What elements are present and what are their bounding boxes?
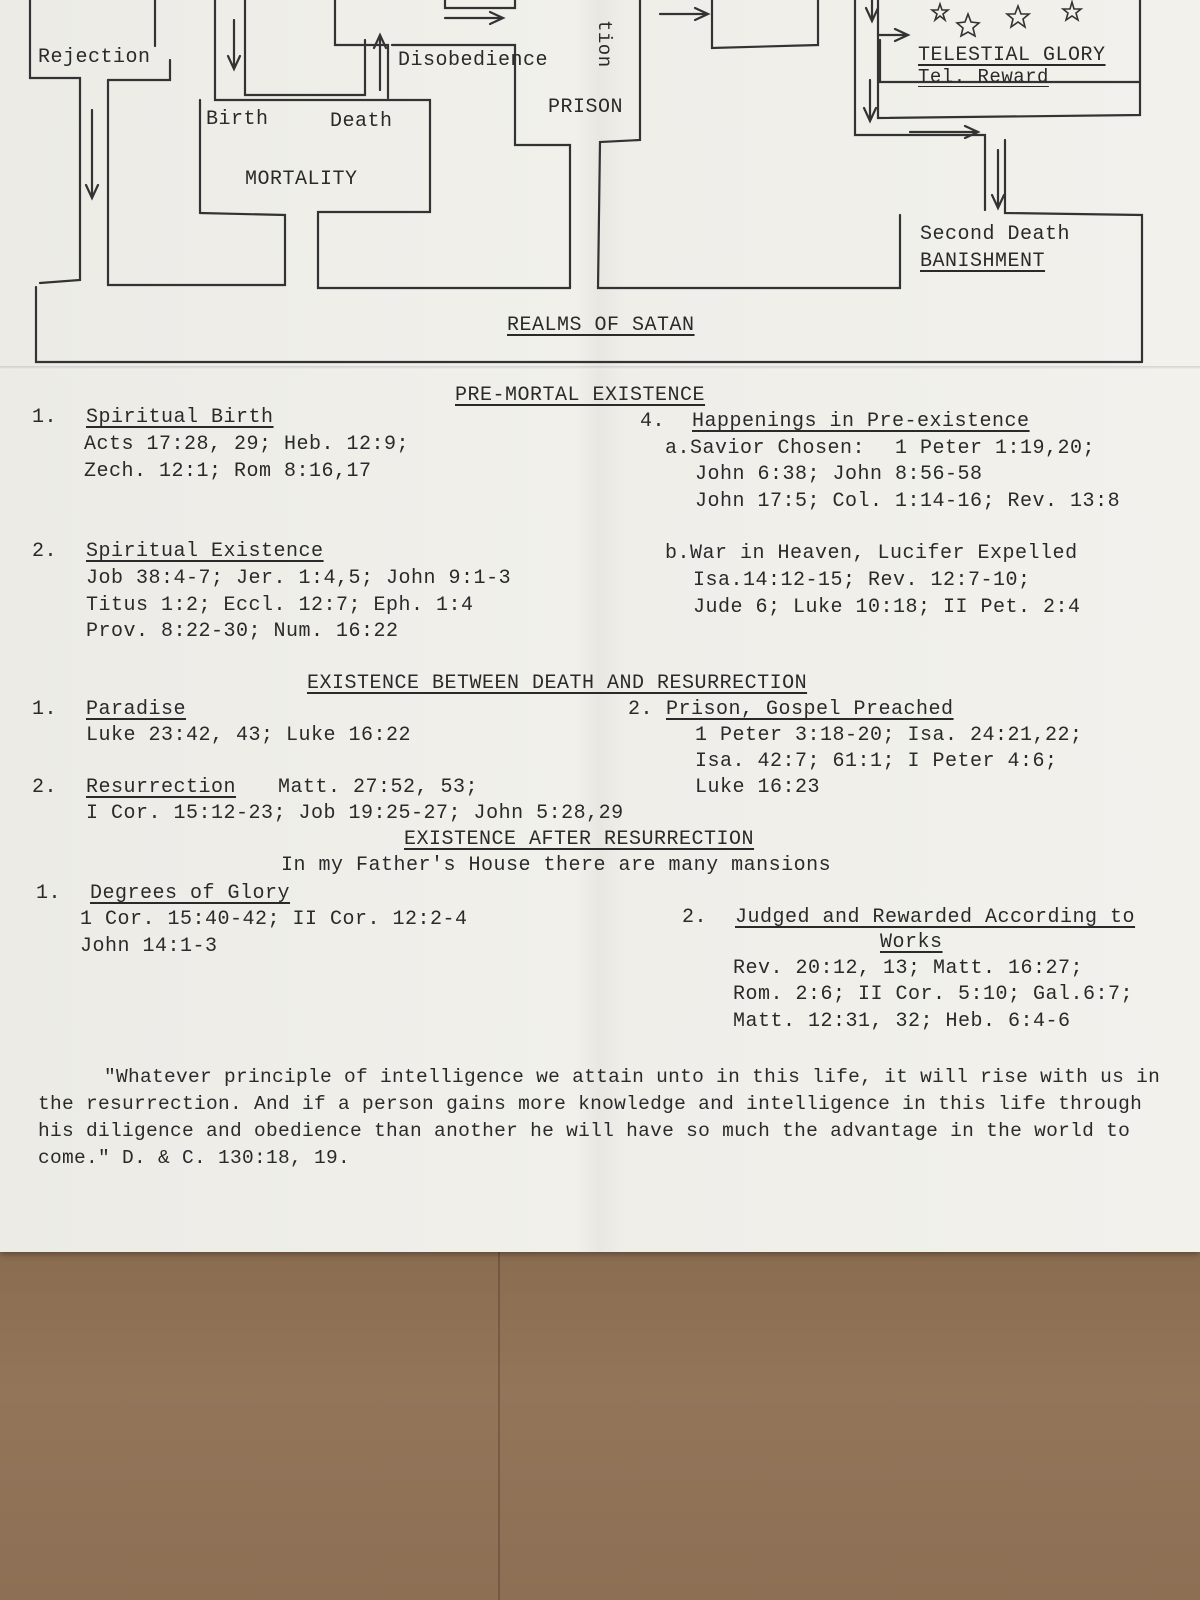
arrow-rejection — [86, 110, 98, 198]
premortal-item2-ref: Prov. 8:22-30; Num. 16:22 — [86, 620, 399, 643]
arrow-second-death — [992, 150, 1004, 208]
star-icon — [932, 4, 948, 20]
premortal-item4-a-ref: John 6:38; John 8:56-58 — [695, 463, 983, 486]
arrow-telestial-down — [864, 80, 876, 121]
star-icon — [1007, 6, 1029, 27]
judged-ref: Rom. 2:6; II Cor. 5:10; Gal.6:7; — [733, 983, 1134, 1006]
premortal-item4-b-title: b.War in Heaven, Lucifer Expelled — [665, 542, 1078, 565]
label-banishment: BANISHMENT — [920, 250, 1046, 273]
premortal-item1-title: Spiritual Birth — [86, 406, 274, 429]
label-mortality: MORTALITY — [245, 168, 358, 191]
star-icon — [1063, 2, 1081, 20]
paradise-ref: Luke 23:42, 43; Luke 16:22 — [86, 724, 412, 747]
mortality-inner-box — [245, 0, 365, 95]
prison-number: 2. — [628, 698, 654, 721]
premortal-item4-a-ref: John 17:5; Col. 1:14-16; Rev. 13:8 — [695, 490, 1121, 513]
prison-outer — [392, 45, 570, 288]
prison-ref: Isa. 42:7; 61:1; I Peter 4:6; — [695, 750, 1058, 773]
prison-top — [445, 0, 515, 8]
glory-title: Degrees of Glory — [90, 882, 291, 905]
arrow-tel-top — [866, 0, 878, 21]
label-rejection: Rejection — [38, 46, 151, 69]
glory-ref: John 14:1-3 — [80, 935, 218, 958]
label-second-death: Second Death — [920, 223, 1071, 246]
prison-ref: Luke 16:23 — [695, 776, 821, 799]
resurrection-title: Resurrection — [86, 776, 237, 799]
label-birth: Birth — [206, 108, 269, 131]
premortal-item1-number: 1. — [32, 406, 58, 429]
label-rotated-fragment: tion — [593, 20, 615, 68]
label-prison: PRISON — [548, 96, 624, 119]
premortal-item4-title: Happenings in Pre-existence — [692, 410, 1030, 433]
premortal-item4-a-title: a.Savior Chosen: — [665, 437, 866, 460]
rejection-wall-left — [30, 0, 80, 283]
premortal-item2-ref: Job 38:4-7; Jer. 1:4,5; John 9:1-3 — [86, 567, 512, 590]
arrow-birth — [228, 20, 240, 69]
telestial-outer — [855, 0, 985, 210]
arrow-prison-right — [660, 8, 708, 20]
heading-premortal: PRE-MORTAL EXISTENCE — [455, 384, 706, 407]
star-icon — [957, 14, 979, 36]
paradise-title: Paradise — [86, 698, 187, 721]
paradise-number: 1. — [32, 698, 58, 721]
label-realms-of-satan: REALMS OF SATAN — [507, 314, 695, 337]
arrow-telestial-in — [878, 29, 908, 41]
label-telestial-glory: TELESTIAL GLORY — [918, 44, 1106, 67]
premortal-item2-title: Spiritual Existence — [86, 540, 324, 563]
judged-ref: Matt. 12:31, 32; Heb. 6:4-6 — [733, 1010, 1071, 1033]
premortal-item4-b-ref: Isa.14:12-15; Rev. 12:7-10; — [693, 569, 1031, 592]
resurrection-inline-ref: Matt. 27:52, 53; — [278, 776, 479, 799]
glory-number: 1. — [36, 882, 62, 905]
arrow-lower-right — [910, 126, 978, 138]
label-tel-reward: Tel. Reward — [918, 66, 1049, 88]
judged-title-line2: Works — [880, 931, 943, 954]
label-death: Death — [330, 110, 393, 133]
premortal-item1-ref: Zech. 12:1; Rom 8:16,17 — [84, 460, 372, 483]
heading-after: EXISTENCE AFTER RESURRECTION — [404, 828, 755, 851]
judged-ref: Rev. 20:12, 13; Matt. 16:27; — [733, 957, 1084, 980]
arrow-prison-top — [445, 12, 503, 24]
resurrection-ref: I Cor. 15:12-23; Job 19:25-27; John 5:28,29 — [86, 802, 624, 825]
judged-number: 2. — [682, 906, 708, 929]
judged-title-line1: Judged and Rewarded According to — [735, 906, 1136, 929]
after-subheading: In my Father's House there are many mansions — [281, 854, 832, 877]
premortal-item1-ref: Acts 17:28, 29; Heb. 12:9; — [84, 433, 410, 456]
arrow-death-up — [374, 35, 386, 90]
cardboard-background — [0, 1250, 1200, 1600]
premortal-item2-ref: Titus 1:2; Eccl. 12:7; Eph. 1:4 — [86, 594, 474, 617]
label-disobedience: Disobedience — [398, 49, 549, 72]
heading-between: EXISTENCE BETWEEN DEATH AND RESURRECTION — [307, 672, 808, 695]
glory-ref: 1 Cor. 15:40-42; II Cor. 12:2-4 — [80, 908, 468, 931]
prison-ref: 1 Peter 3:18-20; Isa. 24:21,22; — [695, 724, 1083, 747]
prison-right-top — [712, 0, 818, 48]
premortal-item2-number: 2. — [32, 540, 58, 563]
premortal-item4-b-ref: Jude 6; Luke 10:18; II Pet. 2:4 — [693, 596, 1081, 619]
premortal-item4-number: 4. — [640, 410, 666, 433]
closing-quote: "Whatever principle of intelligence we attain unto in this life, it will rise with us in the resurrection. And if a person gains more knowledge and intelligence in this life through his diligence and obedience than another he will have so much the advantage in the world to come." D. & C. 130:18, 19. — [38, 1066, 1161, 1169]
premortal-item4-a-ref: 1 Peter 1:19,20; — [895, 437, 1096, 460]
cardboard-fold — [498, 1250, 500, 1600]
resurrection-number: 2. — [32, 776, 58, 799]
prison-title: Prison, Gospel Preached — [666, 698, 954, 721]
